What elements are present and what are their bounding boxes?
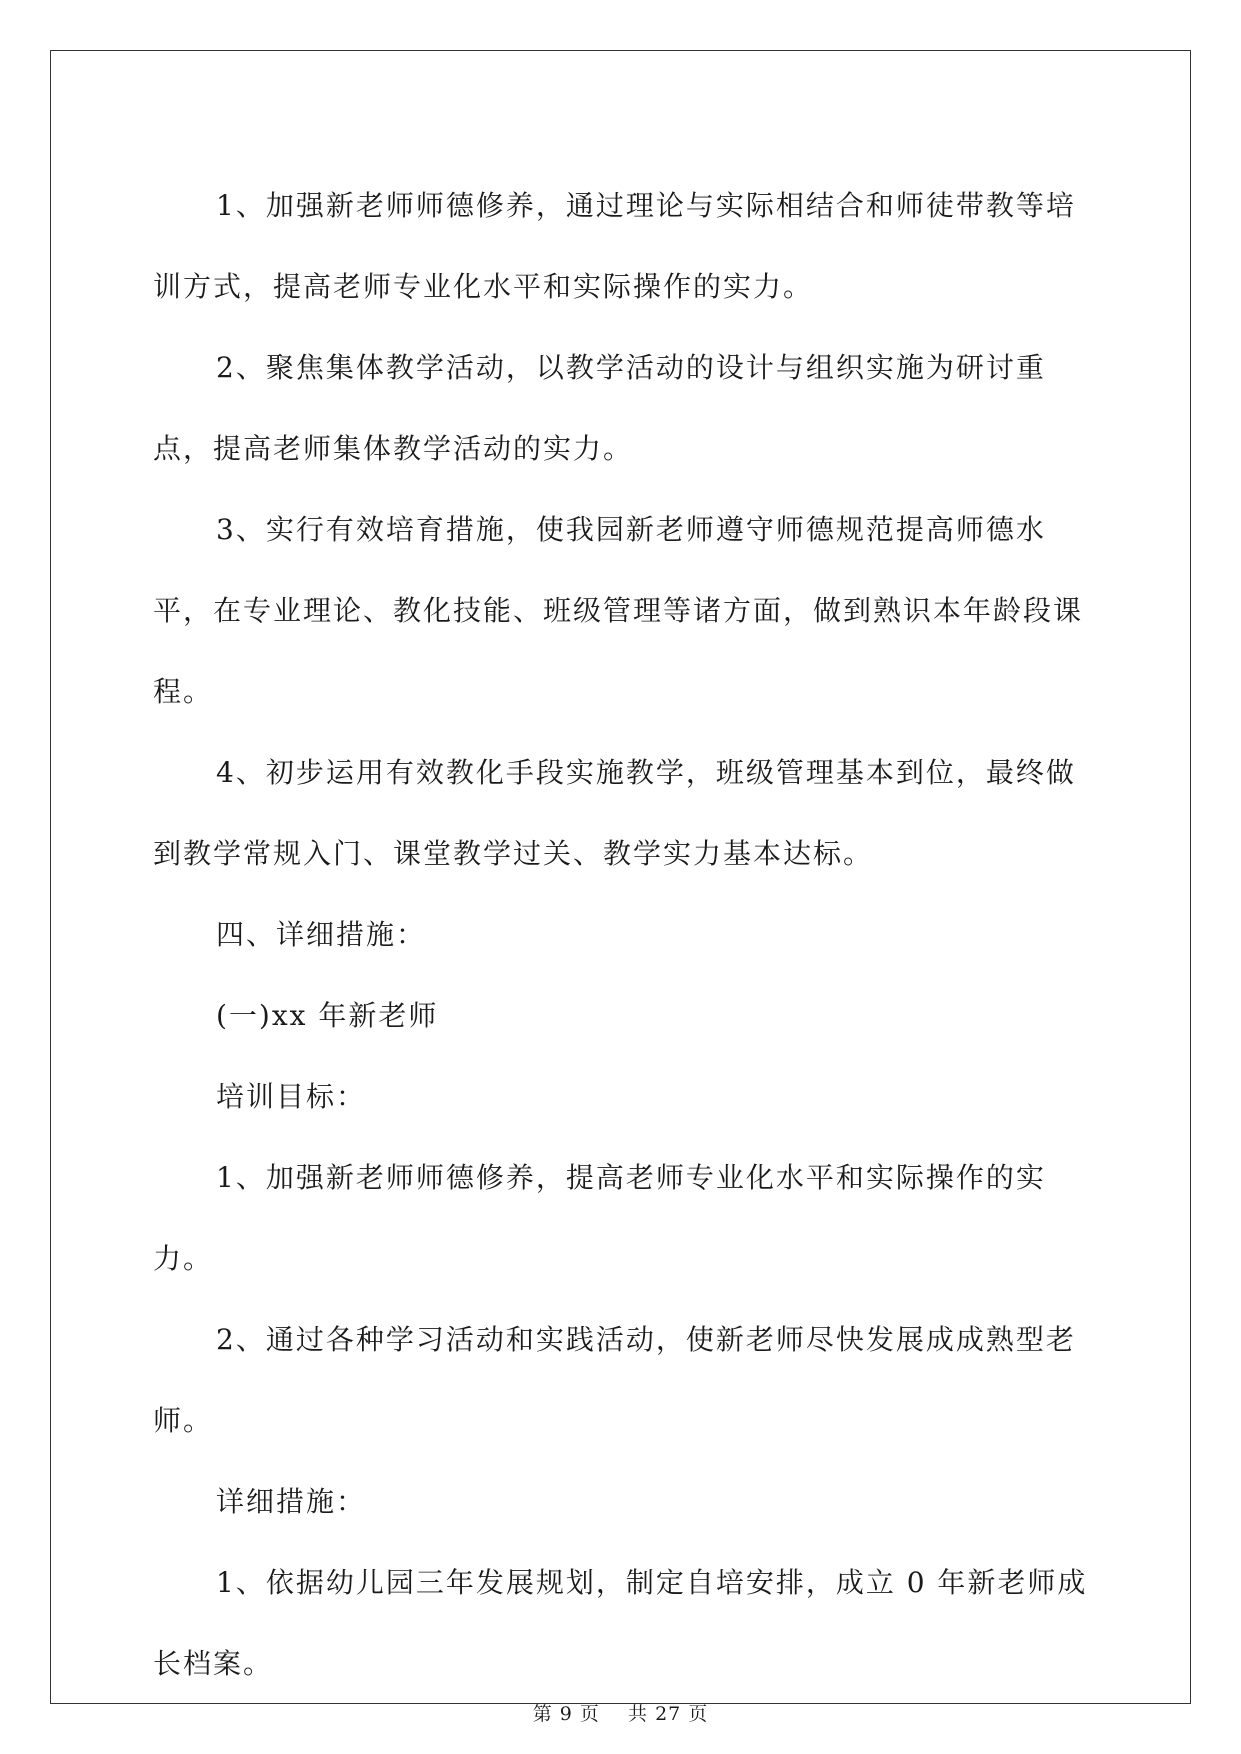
page-number: 第 9 页 — [532, 1703, 600, 1725]
page-footer — [0, 1699, 1241, 1726]
detailed-measures-heading: 详细措施： — [216, 1485, 367, 1518]
paragraph-goal-3: 3、实行有效培育措施，使我园新老师遵守师德规范提高师德水平，在专业理论、教化技能、班级管理等诸方面，做到熟识本年龄段课程。 — [153, 513, 1084, 708]
training-goal-2: 2、通过各种学习活动和实践活动，使新老师尽快发展成成熟型老师。 — [153, 1323, 1076, 1437]
subsection-heading-new-teachers: (一)xx 年新老师 — [216, 999, 439, 1032]
detailed-measure-1: 1、依据幼儿园三年发展规划，制定自培安排，成立 0 年新老师成长档案。 — [153, 1566, 1088, 1680]
section-heading-measures: 四、详细措施： — [216, 918, 427, 951]
paragraph-goal-4: 4、初步运用有效教化手段实施教学，班级管理基本到位，最终做到教学常规入门、课堂教学过关、教学实力基本达标。 — [153, 756, 1076, 870]
paragraph-goal-1: 1、加强新老师师德修养，通过理论与实际相结合和师徒带教等培训方式，提高老师专业化水平和实际操作的实力。 — [153, 189, 1076, 303]
page-total: 共 27 页 — [628, 1703, 709, 1725]
document-body — [153, 165, 1093, 1704]
training-goal-1: 1、加强新老师师德修养，提高老师专业化水平和实际操作的实力。 — [153, 1161, 1046, 1275]
training-goals-heading: 培训目标： — [216, 1080, 367, 1113]
paragraph-goal-2: 2、聚焦集体教学活动，以教学活动的设计与组织实施为研讨重点，提高老师集体教学活动的实力。 — [153, 351, 1046, 465]
